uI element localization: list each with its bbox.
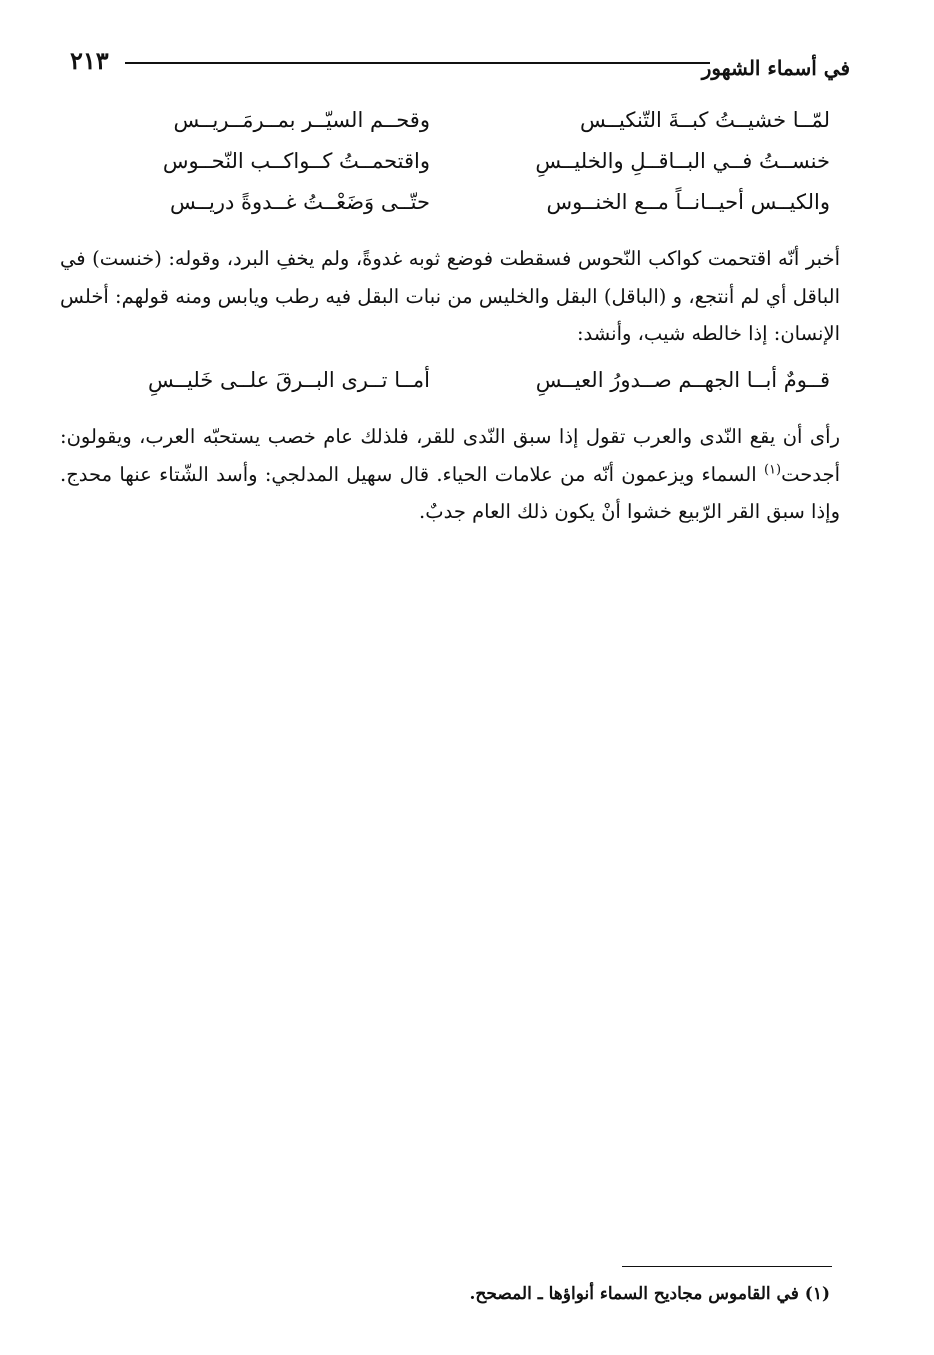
verse-line [120,108,830,149]
header-rule [125,62,710,64]
footnote-marker[interactable]: (١) [763,462,782,477]
verse-block-2 [120,368,830,409]
paragraph-text: السماء ويزعمون أنّه من علامات الحياء. قال سهيل المدلجي: وأسد الشّتاء عنها محدج. وإذا سبق القر الرّبيع خشوا أنْ يكون ذلك العام جدبٌ. [60,462,840,523]
verse-first-hemistich: خنســتُ فــي البــاقــلِ والخليــسِ [535,149,830,173]
verse-line [120,149,830,190]
verse-second-hemistich: أمــا تــرى البــرقَ علــى خَليــسِ [147,368,430,392]
verse-second-hemistich: واقتحمــتُ كــواكــب النّحــوس [162,149,430,173]
verse-block-1 [120,108,830,231]
verse-first-hemistich: والكيــس أحيــانــاً مــع الخنــوس [546,190,830,214]
body-paragraph: أخبر أنّه اقتحمت كواكب النّحوس فسقطت فوضع ثوبه غدوةً، ولم يخفِ البرد، وقوله: (خنست) في الباقل أي لم أنتجع، و (الباقل) البقل والخليس من نبات البقل فيه رطب ويابس ومنه قولهم: أخلس الإنسان: إذا خالطه شيب، وأنشد: [60,247,840,345]
footnote: (١) في القاموس مجاديح السماء أنواؤها ـ المصحح. [469,1284,830,1304]
running-head [70,46,850,92]
verse-line [120,190,830,231]
verse-first-hemistich: قــومٌ أبــا الجهــم صــدورُ العيــسِ [535,368,830,392]
running-title: في أسماء الشهور [701,56,850,80]
verse-second-hemistich: حتّــى وَضَعْــتُ غــدوةً دريــس [169,190,430,214]
verse-first-hemistich: لمّــا خشيــتُ كبــةَ التّنكيــس [579,108,830,132]
verse-line [120,368,830,409]
footnote-rule [622,1266,832,1267]
body-paragraph [60,418,840,531]
page-number: ٢١٣ [70,46,109,75]
paragraph-text: رأى أن يقع النّدى والعرب تقول إذا سبق النّدى للقر، فلذلك عام خصب يستحبّه العرب، ويقولون: أجدحت [60,425,840,486]
verse-second-hemistich: وقحــم السيّــر بمــرمَــريــس [173,108,430,132]
